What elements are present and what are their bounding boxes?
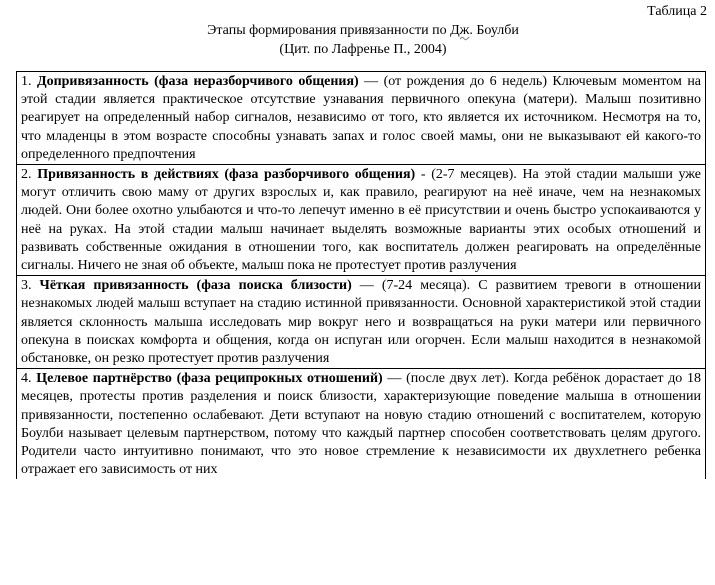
- caption-citation: (Цит. по Лафренье П., 2004): [279, 42, 447, 57]
- stage-cell-4: [17, 369, 706, 480]
- stage-cell-1: [17, 72, 706, 165]
- table-row: [17, 369, 706, 480]
- table-row: [17, 276, 706, 369]
- stage-number: 2.: [21, 167, 32, 183]
- stage-number: 3.: [21, 278, 32, 294]
- stage-description: — (7-24 месяца). С развитием тревоги в отношении незнакомых людей малыш вступает на стадию истинной привязанности. Основной характеристикой этой стадии является склонность малыша исследовать мир вокруг него и возвращаться на руки матери или первичного опекуна в поисках комфорта и общения, когда он испуган или огорчен. Если малыш находится в незнакомой обстановке, он резко протестует против разлучения: [21, 278, 701, 367]
- table-number-label: Таблица 2: [647, 4, 707, 19]
- stage-title: Чёткая привязанность (фаза поиска близости): [39, 278, 352, 294]
- table-row: [17, 165, 706, 276]
- caption-title-end: . Боулби: [469, 23, 519, 38]
- stage-cell-3: [17, 276, 706, 369]
- table-caption: [18, 21, 708, 59]
- caption-title-underlined: Дж: [450, 23, 470, 38]
- attachment-stages-table: [16, 71, 706, 479]
- stage-number: 4.: [21, 371, 32, 387]
- table-row: [17, 72, 706, 165]
- stage-title: Целевое партнёрство (фаза реципрокных отношений): [36, 371, 383, 387]
- stage-description: - (2-7 месяцев). На этой стадии малыши уже могут отличить свою маму от других взрослых и, как правило, реагируют на неё иначе, чем на незнакомых людей. Они более охотно улыбаются и что-то лепечут именно в её присутствии и очень быстро успокаиваются у неё на руках. На этой стадии малыш начинает выделять возможные варианты этих особых отношений и развивать собственные ожидания в отношении того, как воспитатель должен реагировать на определённые сигналы. Ничего не зная об объекте, малыш пока не протестует против разлучения: [21, 167, 702, 274]
- stage-title: Привязанность в действиях (фаза разборчивого общения): [37, 167, 416, 183]
- stage-cell-2: [17, 165, 706, 276]
- stage-description: — (от рождения до 6 недель) Ключевым моментом на этой стадии является практическое отсутствие узнавания первичного опекуна (матери). Малыш позитивно реагирует на определенный набор сигналов, независимо от того, кто является их источником. Несмотря на то, что младенцы в этом возрасте способны узнавать запах и голос своей мамы, они не выказывают ей какого-то определенного предпочтения: [21, 74, 702, 162]
- caption-title-start: Этапы формирования привязанности по: [207, 23, 451, 38]
- stage-description: — (после двух лет). Когда ребёнок дорастает до 18 месяцев, протесты против разделения и поиск близости, характеризующие поведение малыша в отношении привязанности, постепенно ослабевают. Дети вступают на новую стадию отношений с воспитателем, которую Боулби называет целевым партнерством, потому что каждый партнер способен соответствовать целям другого. Родители часто интуитивно понимают, что это новое стремление к независимости их двухлетнего ребенка отражает его зависимость от них: [21, 371, 702, 478]
- caption-title: [18, 21, 708, 40]
- stage-title: Допривязанность (фаза неразборчивого общения): [36, 74, 359, 89]
- stage-number: 1.: [21, 74, 32, 89]
